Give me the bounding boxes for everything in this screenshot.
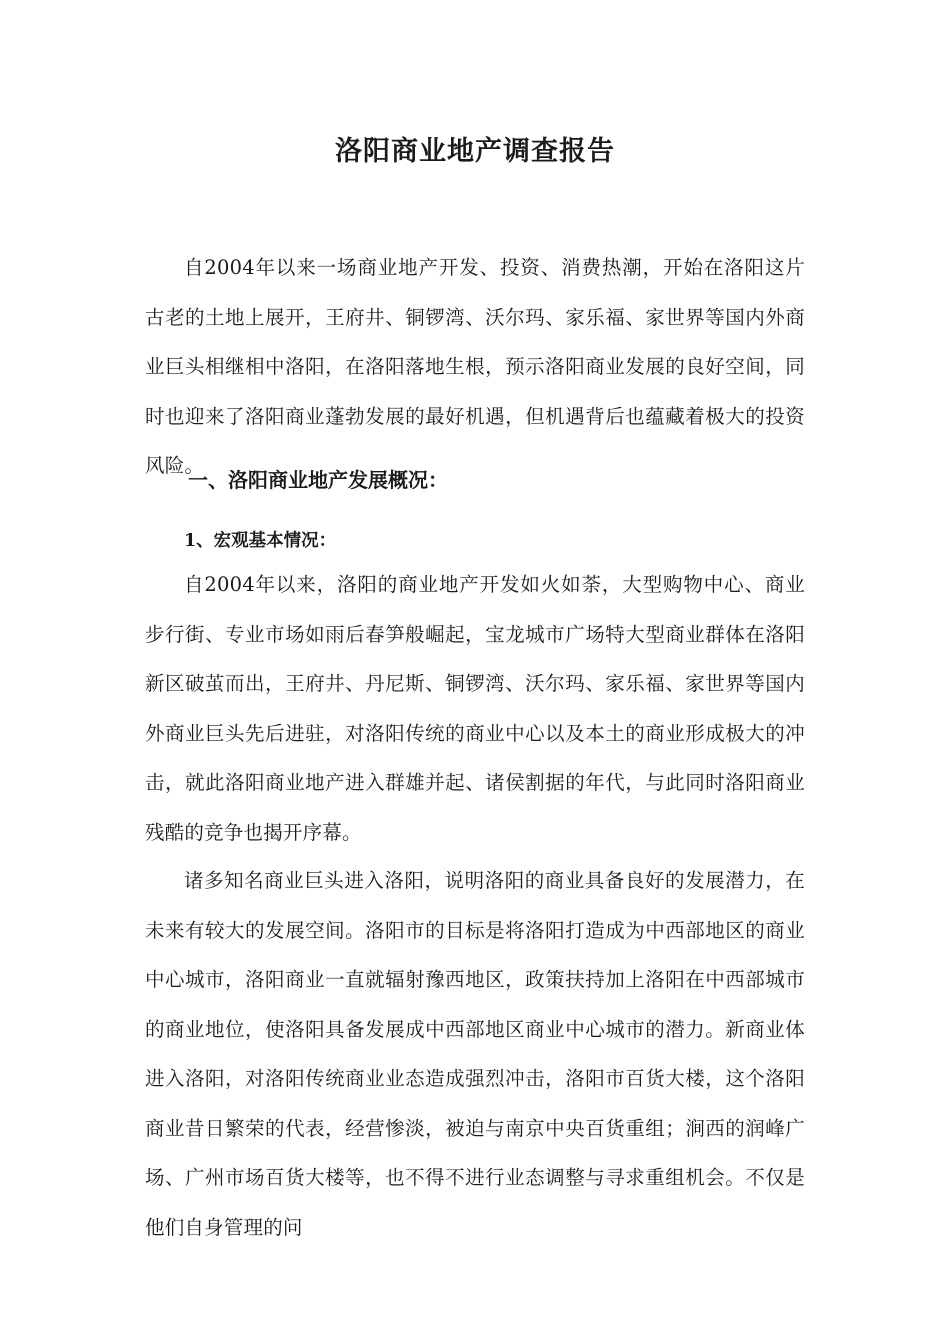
document-title: 洛阳商业地产调查报告 <box>335 136 615 167</box>
body-paragraph-development: 自2004年以来，洛阳的商业地产开发如火如荼，大型购物中心、商业步行街、专业市场如雨后春笋般崛起，宝龙城市广场特大型商业群体在洛阳新区破茧而出，王府井、丹尼斯、铜锣湾、沃尔玛、家乐福、家世界等国内外商业巨头先后进驻，对洛阳传统的商业中心以及本土的商业形成极大的冲击，就此洛阳商业地产进入群雄并起、诸侯割据的年代，与此同时洛阳商业残酷的竞争也揭开序幕。 <box>145 573 805 844</box>
body-paragraph-giants: 诸多知名商业巨头进入洛阳，说明洛阳的商业具备良好的发展潜力，在未来有较大的发展空间。洛阳市的目标是将洛阳打造成为中西部地区的商业中心城市，洛阳商业一直就辐射豫西地区，政策扶持加上洛阳在中西部城市的商业地位，使洛阳具备发展成中西部地区商业中心城市的潜力。新商业体进入洛阳，对洛阳传统商业业态造成强烈冲击，洛阳市百货大楼，这个洛阳商业昔日繁荣的代表，经营惨淡，被迫与南京中央百货重组；涧西的润峰广场、广州市场百货大楼等，也不得不进行业态调整与寻求重组机会。不仅是他们自身管理的问 <box>145 869 805 1239</box>
intro-paragraph: 自2004年以来一场商业地产开发、投资、消费热潮，开始在洛阳这片古老的土地上展开，王府井、铜锣湾、沃尔玛、家乐福、家世界等国内外商业巨头相继相中洛阳，在洛阳落地生根，预示洛阳商业发展的良好空间，同时也迎来了洛阳商业蓬勃发展的最好机遇，但机遇背后也蕴藏着极大的投资风险。 <box>145 256 805 477</box>
section-heading-overview: 一、洛阳商业地产发展概况： <box>188 468 448 492</box>
subsection-heading-macro: 1、宏观基本情况： <box>184 531 337 551</box>
